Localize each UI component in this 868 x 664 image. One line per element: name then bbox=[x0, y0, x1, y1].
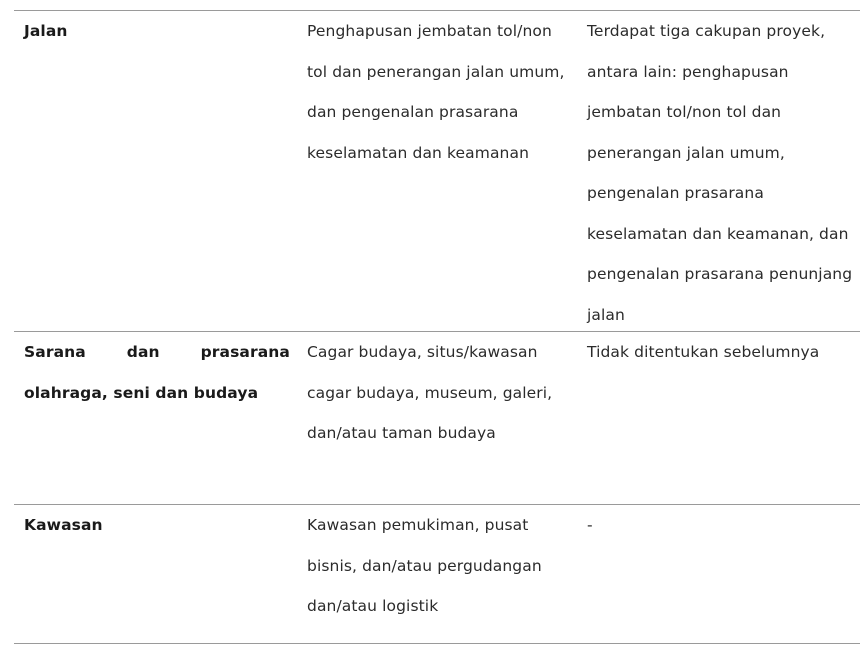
infrastructure-table bbox=[14, 10, 860, 644]
notes-text: - bbox=[587, 516, 593, 534]
scope-text: Penghapusan jembatan tol/non tol dan penerangan jalan umum, dan pengenalan prasarana keselamatan dan keamanan bbox=[307, 22, 565, 162]
sector-cell bbox=[14, 505, 296, 643]
sector-cell bbox=[14, 11, 296, 331]
scope-text: Kawasan pemukiman, pusat bisnis, dan/atau pergudangan dan/atau logistik bbox=[307, 516, 542, 615]
scope-cell bbox=[296, 332, 577, 504]
scope-cell bbox=[296, 11, 577, 331]
sector-text: Kawasan bbox=[24, 516, 103, 534]
sector-text: Jalan bbox=[24, 22, 68, 40]
notes-cell bbox=[577, 332, 860, 504]
table-row bbox=[14, 11, 860, 332]
sector-text: Sarana dan prasarana olahraga, seni dan budaya bbox=[24, 343, 290, 402]
scope-text: Cagar budaya, situs/kawasan cagar budaya, museum, galeri, dan/atau taman budaya bbox=[307, 343, 553, 442]
notes-text: Terdapat tiga cakupan proyek, antara lain: penghapusan jembatan tol/non tol dan penerangan jalan umum, pengenalan prasarana keselamatan dan keamanan, dan pengenalan prasarana penunjang jalan bbox=[587, 22, 853, 324]
scope-cell bbox=[296, 505, 577, 643]
sector-cell bbox=[14, 332, 296, 504]
notes-cell bbox=[577, 505, 860, 643]
notes-cell bbox=[577, 11, 860, 331]
table-row bbox=[14, 332, 860, 505]
notes-text: Tidak ditentukan sebelumnya bbox=[587, 343, 820, 361]
table-row bbox=[14, 505, 860, 644]
